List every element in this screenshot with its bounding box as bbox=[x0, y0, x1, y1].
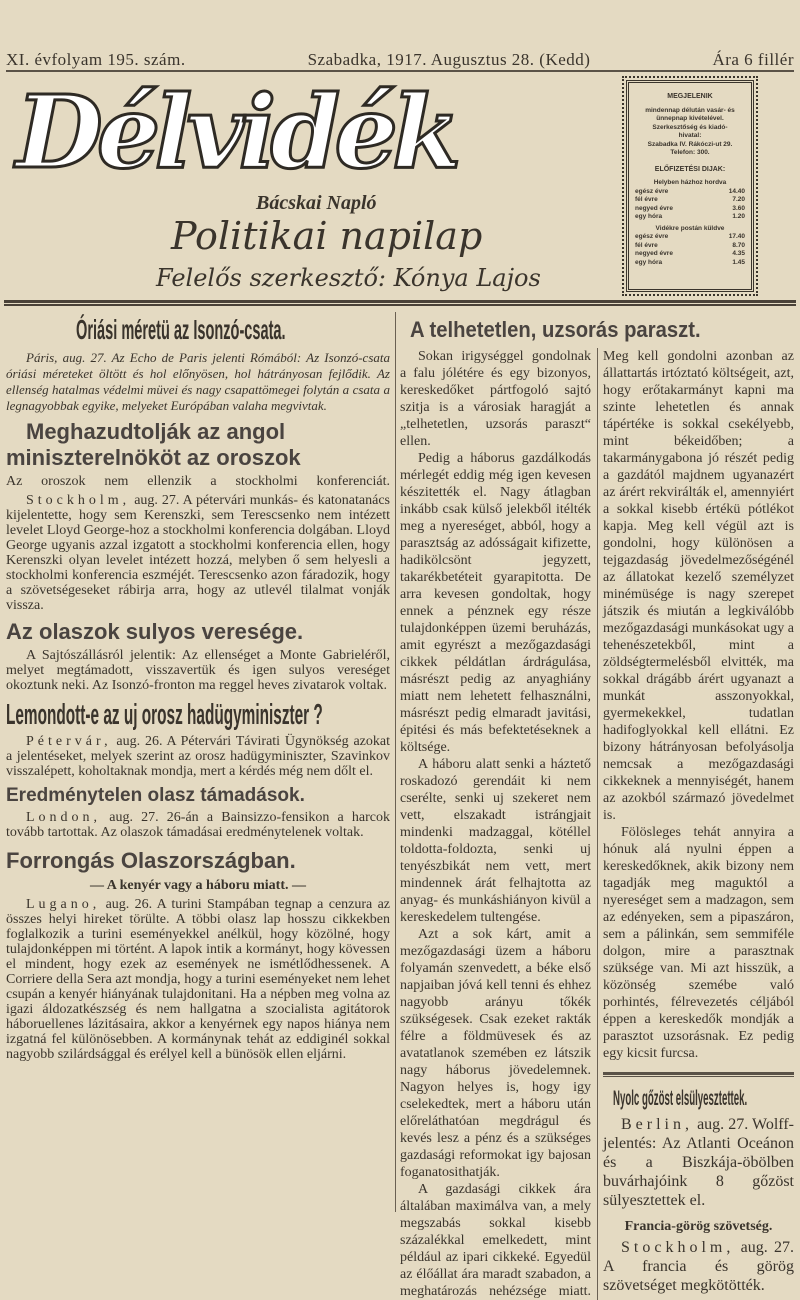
article-eredmeny bbox=[6, 784, 390, 840]
column-divider bbox=[395, 312, 396, 1212]
subscription-box bbox=[626, 80, 754, 292]
local-heading: Helyben házhoz hordva bbox=[653, 179, 727, 186]
article-forrongas bbox=[6, 848, 390, 1062]
header-line bbox=[6, 50, 794, 72]
headline: miniszterelnököt az oroszok bbox=[6, 445, 301, 470]
headline: Lemondott-e az uj orosz hadügyminiszter ? bbox=[6, 699, 323, 731]
paragraph: A háboru alatt senki a háztető roskadozó gerendáit ki nem cserélte, senki uj szekeret nem vett, elszakadt istrángjait mindenki madzaggal, kötéllel toldotta-foldozta, senki uj tenyészbikát nem vett, mert mindennek árát felhajtotta az anyag- és munkáshiányon kivül a kereskedelem tultengése. bbox=[400, 757, 591, 925]
article-body: A Sajtószállásról jelentik: Az ellenséget a Monte Gabrieléről, melyet megtámadott, visszavertük és igen sulyos vereséget okoztunk neki. Az Isonzó-fronton ma reggel heves zivatarok voltak. bbox=[6, 648, 390, 693]
dateline-place: Stockholm, bbox=[621, 1239, 735, 1256]
masthead-editor: Felelős szerkesztő: Kónya Lajos bbox=[156, 264, 541, 292]
article-hadugy bbox=[6, 699, 390, 779]
paragraph: A gazdasági cikkek ára általában maximálva van, a mely megszabás sokkal kisebb százalékkal emelkedett, mint például az ipari cikkeké. Egyedül az élőállat ára maradt szabadon, a meghatározás nehézsége miatt. Meg kell gondolni azonban az állattartás irtóztató költségeit, azt, hogy erőtakarmányt kapni ma szinte lehetetlen és annak tápértéke is sokkal csekélyebb, mint békeidőben; a takarmánygabona jó részét pedig a gazdától majdnem ugyanazért az árért rekvirálták el, amennyiért a sokkal kisebb értékü pótlékot kapja. Meg kell végül azt is gondolni, hogy különösen a tejgazdaság jövedelmezőségénél az állatokat kezelő személyzet minémüsége is nagy szerepet játszik és miután a legkiválóbb mezőgazdasági munkásokat ugy a tehenészetekből, mint a zöldségtermelésből elvitték, ma sokkal drágább árért ugyanazt a munkát asszonyokkal, gyermekekkel, tudatlan hadifoglyokkal kell ellátni. Ez bizony hátrányosan befolyásolja nemcsak a mezőgazdasági cikkeknek a mennyiségét, hanem az azokból származó jövedelmet is. bbox=[400, 349, 794, 1299]
paragraph: Sokan irigységgel gondolnak a falu jólétére és egy bizonyos, kereskedőket pártfogoló sajtó szitja is a városiak haragját a „telhetetlen, uzsorás paraszt“ ellen. bbox=[400, 349, 591, 449]
article-body: aug. 27. 26-án a Bainsizzo-fensikon a harcok tovább tartottak. Az olaszok támadásai eredménytelenek voltak. bbox=[6, 810, 390, 840]
volume-number: XI. évfolyam 195. szám. bbox=[6, 50, 186, 69]
article-body: aug. 26. A Pétervári Távirati Ügynökség azokat a jelentéseket, melyek szerint az orosz hadügyminiszter, Szavinkov visszalépett, koholtaknak mondja, mert a kérdés még nem dőlt el. bbox=[6, 734, 390, 779]
headline-paraszt-wrap bbox=[410, 316, 795, 344]
article-body: aug. 27. Wolff-jelentés: Az Atlanti Oceánon és a Biszkája-öbölben buvárhajóink 8 gőzöst sülyesztettek el. bbox=[603, 1116, 794, 1209]
dateline-place: London, bbox=[26, 810, 102, 825]
article-body: aug. 26. A turini Stampában tegnap a cenzura az összes helyi hireket törülte. A többi olasz lap hosszu cikkekben foglalkozik a turini eseményekkel anélkül, hogy közölné, hogy tulajdonképpen mi történt. A lapok intik a kormányt, hogy kövessen el mindent, hogy ezek az események ne ismétlődhessenek. A Corriere della Sera azt mondja, hogy a turini eseményeket nem lehet csupán a kenyér hiányának tulajdonitani. Ha a népben meg volna az igazi áldozatkészség és nem hallgatna a szocialista agitátorok háboruellenes lázitásaira, akkor a kenyérnek egy napos hiánya nem izgatná fel különösebben. A kormánynak tehát az eddiginél sokkal nagyobb szilárdsággal és erélyel kell a bünösök ellen eljárni. bbox=[6, 897, 390, 1062]
info-line: Szabadka IV. Rákóczi-ut 29. bbox=[647, 140, 733, 148]
headline: Az olaszok sulyos veresége. bbox=[6, 619, 304, 644]
price: Ára 6 fillér bbox=[712, 50, 794, 69]
headline: Forrongás Olaszországban. bbox=[6, 848, 296, 873]
headline: Óriási méretü az Isonzó-csata. bbox=[76, 314, 286, 345]
headline: Nyolc gőzöst elsülyesztettek. bbox=[613, 1087, 748, 1110]
masthead-subtitle: Bácskai Napló bbox=[256, 192, 377, 214]
price-row: egy hóra 1.45 bbox=[635, 258, 745, 266]
price-row: egész évre 17.40 bbox=[635, 233, 745, 240]
masthead-rule bbox=[4, 300, 796, 306]
paragraph: Azt a sok kárt, amit a mezőgazdasági üzem a háboru folyamán szenvedett, a béke első napjaiban jóvá kell tenni és ehhez nagyobb arányu tőkék szükségesek. Csak ezeket rakták félre a földmüvesek és az avatatlanok szemében ez látszik nagy háborus jövedelemnek. Nagyon helyes is, hogy igy cselekedtek, mert a háboru után előreláthatóan megdrágul és kevés lesz a pénz és a szükséges gazdasági reformokat igy bajosan foganatosithatják. bbox=[400, 927, 591, 1180]
headline: Eredménytelen olasz támadások. bbox=[6, 785, 305, 806]
price-row: egész évre 14.40 bbox=[635, 187, 745, 195]
headline: Francia-görög szövetség. bbox=[624, 1219, 773, 1234]
article-body: aug. 27. A pétervári munkás- és katonatanács kijelentette, hogy sem Kerenszki, sem Terescsenko nem intézett levelet Lloyd George-hoz a stockholmi konferencia dolgában. Lloyd George ugyanis azzal izgatott a stockholmi konferencia ellen, hogy Kerenszki olyan levelet intézett hozzá, melyben ő sem helyesli a stockholmi konferencia eszméjét. Terescsenko azon fáradozik, hogy a szövetségeseket rábirja arra, hogy az utlevél tilalmat vonják vissza. bbox=[6, 493, 390, 613]
prices-heading: ELŐFIZETÉSI DIJAK: bbox=[654, 165, 726, 173]
info-line: Szerkesztőség és kiadó- bbox=[652, 123, 728, 131]
article-body: Páris, aug. 27. Az Echo de Paris jelenti Rómából: Az Isonzó-csata óriási méreteket öltött és hol előnyösen, hol hátrányosan fejlődik. Az ellenség hatalmas védelmi müvei és nagy csapattömegei folytán a csata a legnagyobbak egyike, melyeket Európában valaha megvivtak. bbox=[6, 350, 390, 413]
article-francia bbox=[603, 1218, 794, 1295]
left-column bbox=[6, 314, 390, 1062]
article-body: aug. 27. A francia és görög szövetséget megkötötték. bbox=[603, 1239, 794, 1294]
infobox-heading: MEGJELENIK bbox=[667, 93, 713, 100]
subheadline: Az oroszok nem ellenzik a stockholmi konferenciát. bbox=[6, 474, 390, 489]
dateline: Szabadka, 1917. Augusztus 28. (Kedd) bbox=[307, 50, 591, 69]
dateline-place: Berlin, bbox=[621, 1116, 693, 1133]
article-paraszt-columns bbox=[400, 348, 794, 1300]
paragraph: Fölösleges tehát annyira a hónuk alá nyulni éppen a kereskedőknek, akik bizony nem tagadják meg maguktól a nyereséget sem a madzagon, sem az edényeken, sem a pipaszáron, sem a pálinkán, sem semmiféle dolgon, mire a parasztnak szüksége van. Mi azt hisszük, a közönség szemébe való porhintés, félrevezetés céljából éppen a kereskedők mondják a parasztot uzsorásnak. Ez pedig egy kicsit furcsa. bbox=[603, 825, 794, 1061]
price-row: negyed évre 4.35 bbox=[635, 250, 745, 257]
masthead bbox=[6, 73, 616, 298]
info-line: mindennap délután vasár- és bbox=[645, 106, 735, 114]
price-row: negyed évre 3.60 bbox=[635, 204, 745, 212]
dateline-place: Pétervár, bbox=[26, 734, 112, 749]
article-divider bbox=[603, 1072, 794, 1077]
masthead-tagline: Politikai napilap bbox=[171, 214, 483, 258]
headline: A telhetetlen, uzsorás paraszt. bbox=[410, 317, 701, 342]
article-angol bbox=[6, 419, 390, 613]
headline: Meghazudtolják az angol bbox=[26, 419, 286, 444]
mail-heading: Vidékre postán küldve bbox=[655, 224, 725, 232]
article-isonzo bbox=[6, 314, 390, 414]
info-line: ünnepnap kivételével. bbox=[656, 115, 724, 122]
article-gozos bbox=[603, 1087, 794, 1210]
dateline-place: Stockholm, bbox=[26, 493, 131, 508]
subheadline: — A kenyér vagy a háboru miatt. — bbox=[90, 878, 306, 893]
dateline-place: Lugano, bbox=[26, 897, 101, 912]
masthead-logo: Délvidék bbox=[16, 73, 456, 191]
price-row: egy hóra 1.20 bbox=[635, 213, 745, 220]
price-row: fél évre 8.70 bbox=[635, 241, 745, 249]
article-olaszok bbox=[6, 619, 390, 693]
paragraph: Pedig a háborus gazdálkodás mérlegét eddig még igen kevesen készitették el. Nagy átlagban inkább csak külső jelekből itélték meg a nyereséget, abból, hogy a parasztság az adósságait kifizette, hadikölcsönt jegyzett, takarékbetéteit gyarapitotta. De arra kevesen gondoltak, hogy ennek a pénznek egy része tulajdonképpen üzemi beruházás, amit egyrészt a mezőgazdasági cikkek példátlan árdrágulása, másrészt pedig az anyaghiány miatt nem lehetett felhasználni, másrészt pedig elmaradt javitási, épitési és más befektetéseknek a költsége. bbox=[400, 451, 591, 755]
info-line: Telefon: 300. bbox=[670, 149, 710, 156]
price-row: fél évre 7.20 bbox=[635, 196, 745, 203]
info-line: hivatal: bbox=[678, 132, 702, 139]
